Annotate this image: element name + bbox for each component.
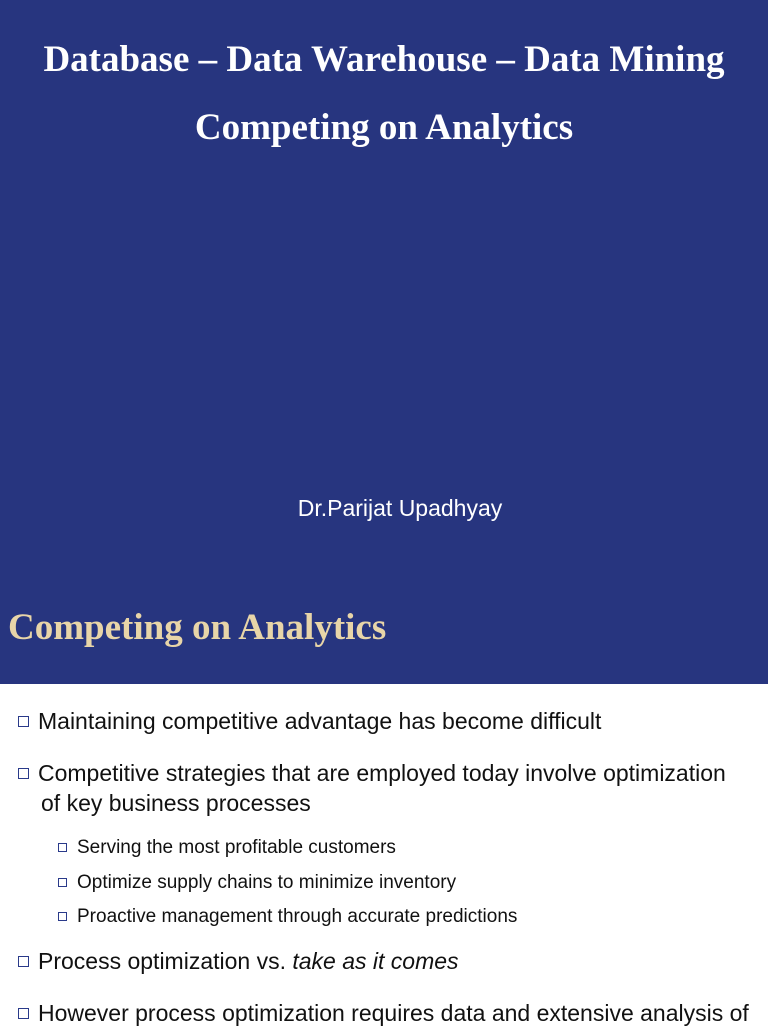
square-bullet-icon (58, 912, 67, 921)
bullet-text: Maintaining competitive advantage has become difficult (38, 708, 602, 734)
bullet-text-continuation: of key business processes (41, 790, 311, 816)
sub-list-item (58, 905, 517, 929)
sub-list-item (58, 836, 396, 860)
author-name: Dr.Parijat Upadhyay (297, 495, 503, 521)
bullet-text: However process optimization requires data and extensive analysis of (38, 1000, 749, 1026)
sub-bullet-text: Proactive management through accurate predictions (77, 906, 518, 927)
slide-subtitle: Competing on Analytics (194, 107, 574, 148)
square-bullet-icon (18, 768, 29, 779)
list-item (18, 946, 459, 976)
slide-header (0, 576, 768, 684)
list-item (18, 706, 601, 736)
bullet-list (0, 684, 768, 1024)
square-bullet-icon (18, 716, 29, 727)
bullet-text-italic: take as it comes (292, 948, 459, 974)
square-bullet-icon (58, 878, 67, 887)
square-bullet-icon (18, 956, 29, 967)
sub-list-item (58, 871, 456, 895)
slide-title: Database – Data Warehouse – Data Mining (43, 39, 725, 80)
bullet-text: Competitive strategies that are employed today involve optimization (38, 760, 726, 786)
sub-bullet-text: Serving the most profitable customers (77, 837, 396, 858)
slide-heading: Competing on Analytics (8, 607, 387, 648)
square-bullet-icon (18, 1008, 29, 1019)
square-bullet-icon (58, 843, 67, 852)
list-item (18, 758, 726, 818)
bullet-text: Process optimization vs. (38, 948, 293, 974)
sub-bullet-text: Optimize supply chains to minimize inventory (77, 872, 457, 893)
